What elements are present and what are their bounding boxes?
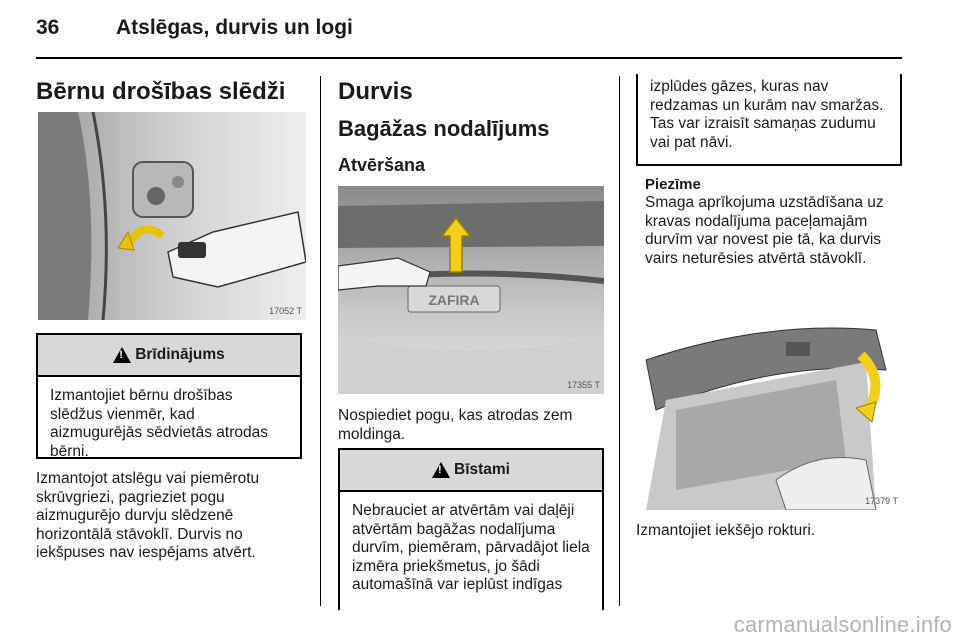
column-divider-left: [320, 76, 321, 606]
section-heading-doors: Durvis: [338, 78, 413, 105]
section-heading-child-locks: Bērnu drošības slēdži: [36, 78, 286, 105]
model-badge: ZAFIRA: [428, 292, 480, 308]
figure-code: 17379 T: [865, 496, 898, 506]
danger-box: [338, 448, 604, 610]
danger-triangle-icon: [432, 462, 450, 478]
child-lock-illustration: [38, 112, 306, 320]
column-divider-right: [619, 76, 620, 606]
warning-triangle-icon: [113, 347, 131, 363]
danger-text: Nebrauciet ar atvērtām vai daļēji atvērtām bagāžas nodalījuma durvīm, piemēram, pārvadājot liela izmēra priekšmetus, jo šādi automašīnā var ieplūst indīgas: [352, 502, 590, 593]
note-text: Smaga aprīkojuma uzstādīšana uz kravas nodalījuma paceļamajām durvīm var novest pie tā, ka durvis vairs neturēsies atvērtā stāvoklī.: [645, 194, 884, 267]
warning-title: Brīdinājums: [135, 346, 225, 363]
warning-text: Izmantojiet bērnu drošības slēdžus vienmēr, kad aizmugurējās sēdvietās atrodas bērni.: [50, 387, 268, 460]
figure-code: 17355 T: [567, 380, 600, 390]
danger-box-header: [340, 450, 602, 492]
opening-instructions: Nospiediet pogu, kas atrodas zem moldinga.: [338, 407, 573, 443]
warning-box-header: [38, 335, 300, 377]
warning-box: [36, 333, 302, 459]
danger-title: Bīstami: [454, 461, 510, 478]
tailgate-opening-illustration: [338, 186, 604, 394]
subheading-boot: Bagāžas nodalījums: [338, 116, 550, 141]
child-lock-instructions: Izmantojot atslēgu vai piemērotu skrūvgriezi, pagrieziet pogu aizmugurējo durvju slēdzenē horizontālā stāvoklī. Durvis no iekšpuses nav iespējams atvērt.: [36, 470, 260, 561]
danger-continued-text: izplūdes gāzes, kuras nav redzamas un kurām nav smaržas. Tas var izraisīt samaņas zudumu vai pat nāvi.: [650, 78, 884, 151]
danger-box-continued: [636, 74, 902, 166]
subsection-opening: Atvēršana: [338, 155, 426, 175]
page-number: 36: [36, 16, 60, 39]
closing-instructions: Izmantojiet iekšējo rokturi.: [636, 522, 816, 539]
watermark: carmanualsonline.info: [733, 612, 952, 637]
header-rule: [36, 57, 902, 59]
note-title: Piezīme: [645, 176, 701, 193]
chapter-title: Atslēgas, durvis un logi: [116, 16, 353, 39]
figure-code: 17052 T: [269, 306, 302, 316]
tailgate-closing-illustration: [636, 300, 902, 510]
